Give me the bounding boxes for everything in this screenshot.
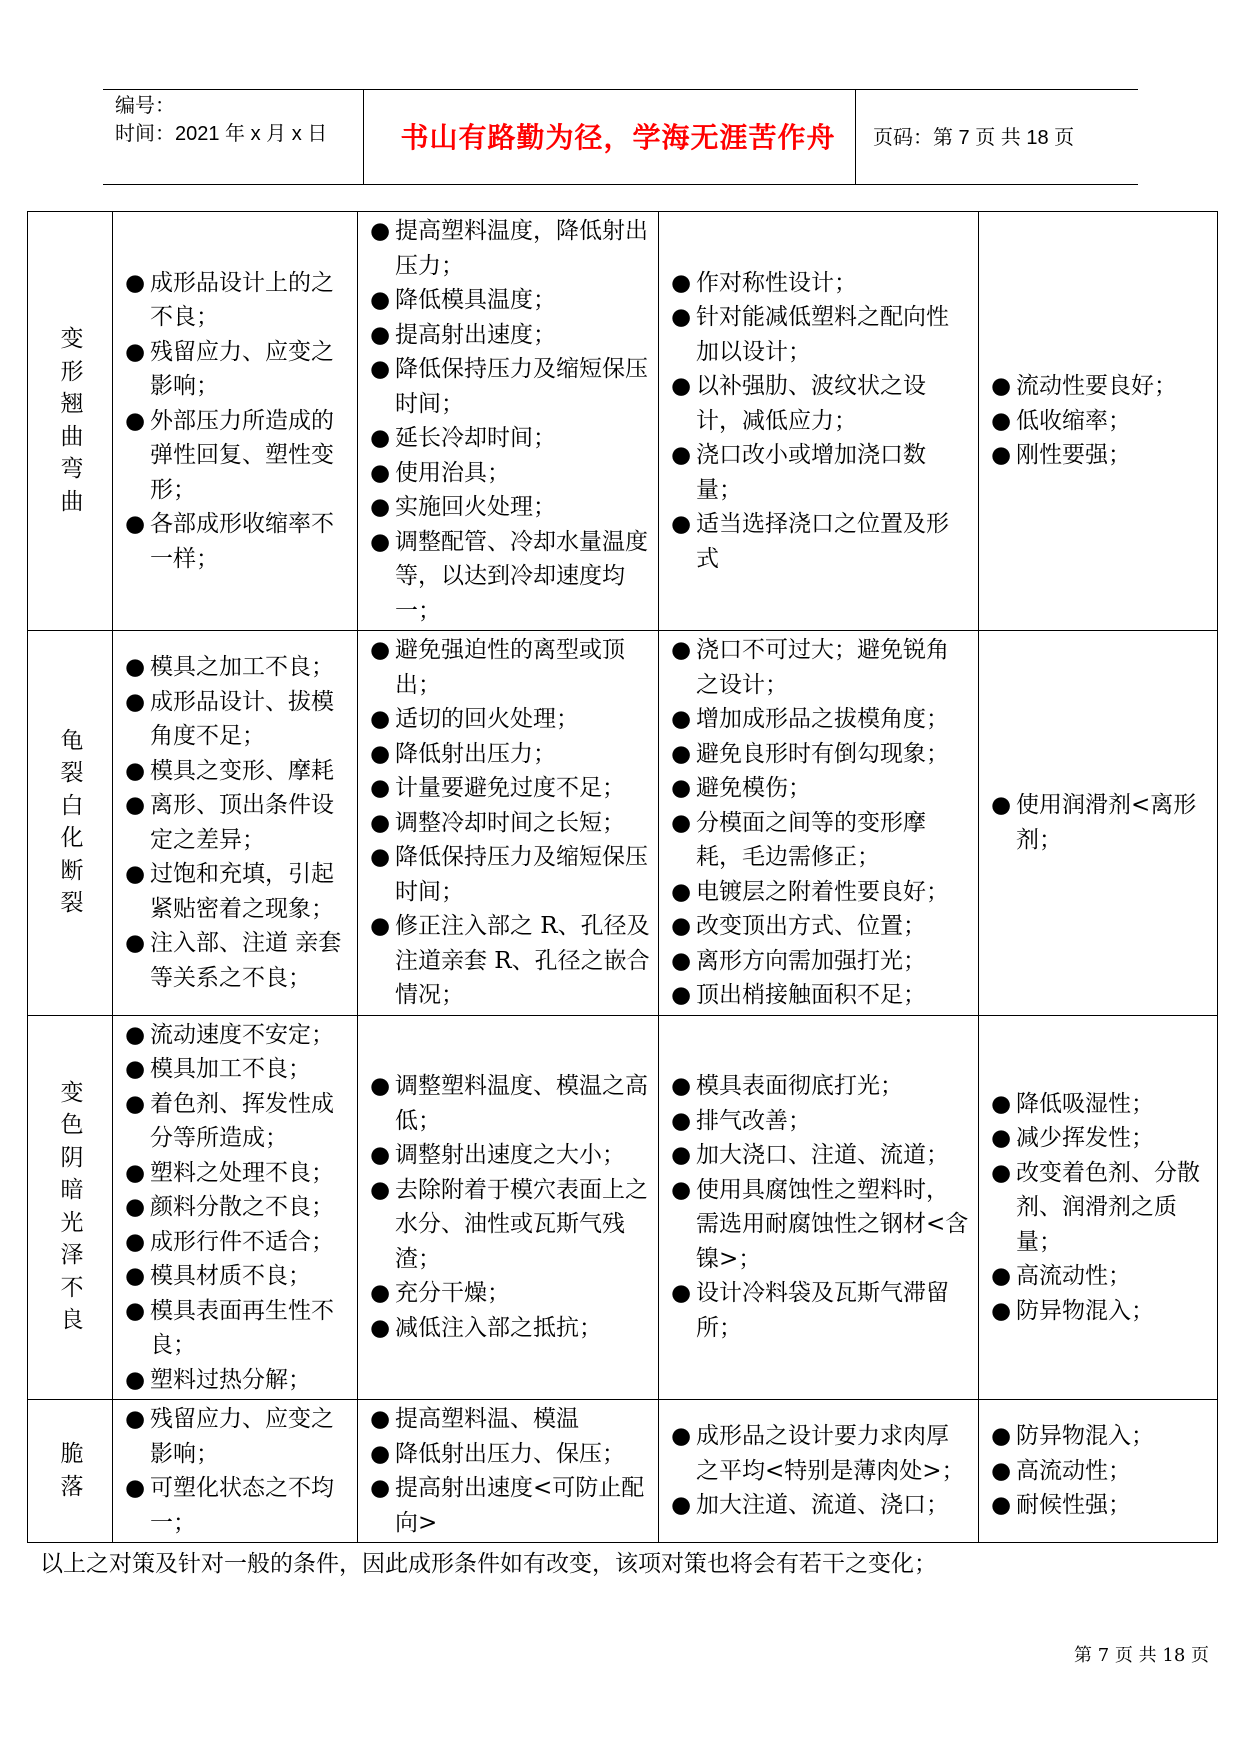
list-item: ● 塑料过热分解； bbox=[125, 1363, 349, 1398]
category-label: 龟裂白化断裂 bbox=[60, 727, 84, 917]
list-item: ● 浇口不可过大；避免锐角之设计； bbox=[671, 633, 970, 702]
bullet-list bbox=[125, 650, 349, 995]
list-item: ● 避免良形时有倒勾现象； bbox=[671, 737, 970, 772]
list-item: ● 避免强迫性的离型或顶出； bbox=[370, 633, 650, 702]
header-divider bbox=[363, 90, 364, 184]
list-item: ● 延长冷却时间； bbox=[370, 421, 650, 456]
list-item: ● 高流动性； bbox=[991, 1454, 1209, 1489]
list-item: ● 模具表面彻底打光； bbox=[671, 1069, 970, 1104]
mold-cell bbox=[659, 212, 979, 631]
list-item: ● 流动速度不安定； bbox=[125, 1018, 349, 1053]
list-item: ● 塑料之处理不良； bbox=[125, 1156, 349, 1191]
header-page-number: 页码：第 7 页 共 18 页 bbox=[873, 127, 1075, 149]
list-item: ● 适切的回火处理； bbox=[370, 702, 650, 737]
mold-cell bbox=[659, 631, 979, 1016]
countermeasure-table bbox=[27, 211, 1218, 1543]
list-item: ● 耐候性强； bbox=[991, 1488, 1209, 1523]
list-item: ● 提高射出速度； bbox=[370, 318, 650, 353]
process-cell bbox=[358, 1400, 659, 1543]
category-cell bbox=[28, 1400, 113, 1543]
material-cell bbox=[979, 1015, 1218, 1400]
list-item: ● 成形行件不适合； bbox=[125, 1225, 349, 1260]
list-item: ● 使用润滑剂<离形剂； bbox=[991, 788, 1209, 857]
list-item: ● 修正注入部之 R、孔径及注道亲套 R、孔径之嵌合情况； bbox=[370, 909, 650, 1013]
causes-cell bbox=[113, 1015, 358, 1400]
list-item: ● 高流动性； bbox=[991, 1259, 1209, 1294]
list-item: ● 浇口改小或增加浇口数量； bbox=[671, 438, 970, 507]
table-row bbox=[28, 631, 1218, 1016]
page-footer: 第 7 页 共 18 页 bbox=[1074, 1645, 1209, 1666]
causes-cell bbox=[113, 1400, 358, 1543]
list-item: ● 成形品设计上的之不良； bbox=[125, 266, 349, 335]
process-cell bbox=[358, 212, 659, 631]
bullet-list bbox=[125, 266, 349, 577]
list-item: ● 充分干燥； bbox=[370, 1276, 650, 1311]
list-item: ● 模具加工不良； bbox=[125, 1052, 349, 1087]
list-item: ● 刚性要强； bbox=[991, 438, 1209, 473]
list-item: ● 排气改善； bbox=[671, 1104, 970, 1139]
list-item: ● 提高塑料温、模温 bbox=[370, 1402, 650, 1437]
list-item: ● 电镀层之附着性要良好； bbox=[671, 875, 970, 910]
table-row bbox=[28, 1400, 1218, 1543]
list-item: ● 调整塑料温度、模温之高低； bbox=[370, 1069, 650, 1138]
list-item: ● 以补强肋、波纹状之设计，减低应力； bbox=[671, 369, 970, 438]
list-item: ● 离形、顶出条件设定之差异； bbox=[125, 788, 349, 857]
list-item: ● 调整配管、冷却水量温度等，以达到冷却速度均一； bbox=[370, 525, 650, 629]
date-label: 时间：2021 年 x 月 x 日 bbox=[115, 123, 328, 145]
list-item: ● 离形方向需加强打光； bbox=[671, 944, 970, 979]
list-item: ● 作对称性设计； bbox=[671, 266, 970, 301]
list-item: ● 设计冷料袋及瓦斯气滞留所； bbox=[671, 1276, 970, 1345]
bullet-list bbox=[991, 369, 1209, 473]
list-item: ● 模具之变形、摩耗 bbox=[125, 754, 349, 789]
material-cell bbox=[979, 631, 1218, 1016]
list-item: ● 实施回火处理； bbox=[370, 490, 650, 525]
causes-cell bbox=[113, 631, 358, 1016]
list-item: ● 防异物混入； bbox=[991, 1294, 1209, 1329]
category-cell bbox=[28, 1015, 113, 1400]
bullet-list bbox=[671, 1419, 970, 1523]
bullet-list bbox=[370, 1402, 650, 1540]
list-item: ● 低收缩率； bbox=[991, 404, 1209, 439]
list-item: ● 顶出梢接触面积不足； bbox=[671, 978, 970, 1013]
category-cell bbox=[28, 631, 113, 1016]
list-item: ● 残留应力、应变之影响； bbox=[125, 1402, 349, 1471]
bullet-list bbox=[370, 633, 650, 1013]
header-motto: 书山有路勤为径，学海无涯苦作舟 bbox=[400, 121, 836, 154]
list-item: ● 成形品设计、拔模角度不足； bbox=[125, 685, 349, 754]
list-item: ● 可塑化状态之不均一； bbox=[125, 1471, 349, 1540]
bullet-list bbox=[991, 1419, 1209, 1523]
list-item: ● 模具之加工不良； bbox=[125, 650, 349, 685]
table-row bbox=[28, 212, 1218, 631]
list-item: ● 避免模伤； bbox=[671, 771, 970, 806]
serial-number-label: 编号： bbox=[115, 95, 175, 117]
list-item: ● 降低射出压力、保压； bbox=[370, 1437, 650, 1472]
bullet-list bbox=[991, 1087, 1209, 1329]
list-item: ● 去除附着于模穴表面上之水分、油性或瓦斯气残渣； bbox=[370, 1173, 650, 1277]
list-item: ● 减低注入部之抵抗； bbox=[370, 1311, 650, 1346]
list-item: ● 加大注道、流道、浇口； bbox=[671, 1488, 970, 1523]
bullet-list bbox=[671, 633, 970, 1013]
header-divider bbox=[855, 90, 856, 184]
list-item: ● 过饱和充填，引起紧贴密着之现象； bbox=[125, 857, 349, 926]
bullet-list bbox=[125, 1018, 349, 1398]
header-info bbox=[115, 92, 327, 148]
bullet-list bbox=[370, 214, 650, 628]
list-item: ● 残留应力、应变之影响； bbox=[125, 335, 349, 404]
list-item: ● 着色剂、挥发性成分等所造成； bbox=[125, 1087, 349, 1156]
category-cell bbox=[28, 212, 113, 631]
list-item: ● 增加成形品之拔模角度； bbox=[671, 702, 970, 737]
list-item: ● 改变着色剂、分散剂、润滑剂之质量； bbox=[991, 1156, 1209, 1260]
bullet-list bbox=[671, 266, 970, 577]
list-item: ● 防异物混入； bbox=[991, 1419, 1209, 1454]
list-item: ● 调整射出速度之大小； bbox=[370, 1138, 650, 1173]
list-item: ● 成形品之设计要力求肉厚之平均<特别是薄肉处>； bbox=[671, 1419, 970, 1488]
process-cell bbox=[358, 1015, 659, 1400]
causes-cell bbox=[113, 212, 358, 631]
list-item: ● 使用治具； bbox=[370, 456, 650, 491]
bullet-list bbox=[125, 1402, 349, 1540]
list-item: ● 颜料分散之不良； bbox=[125, 1190, 349, 1225]
list-item: ● 模具表面再生性不良； bbox=[125, 1294, 349, 1363]
mold-cell bbox=[659, 1015, 979, 1400]
table-row bbox=[28, 1015, 1218, 1400]
material-cell bbox=[979, 212, 1218, 631]
mold-cell bbox=[659, 1400, 979, 1543]
category-label: 变色阴暗光泽不良 bbox=[60, 1079, 84, 1334]
process-cell bbox=[358, 631, 659, 1016]
list-item: ● 降低保持压力及缩短保压时间； bbox=[370, 352, 650, 421]
list-item: ● 模具材质不良； bbox=[125, 1259, 349, 1294]
bullet-list bbox=[991, 788, 1209, 857]
list-item: ● 各部成形收缩率不一样； bbox=[125, 507, 349, 576]
list-item: ● 注入部、注道 亲套等关系之不良； bbox=[125, 926, 349, 995]
list-item: ● 调整冷却时间之长短； bbox=[370, 806, 650, 841]
bullet-list bbox=[671, 1069, 970, 1345]
page-header bbox=[103, 89, 1138, 185]
list-item: ● 提高塑料温度，降低射出压力； bbox=[370, 214, 650, 283]
list-item: ● 分模面之间等的变形摩耗，毛边需修正； bbox=[671, 806, 970, 875]
list-item: ● 针对能减低塑料之配向性加以设计； bbox=[671, 300, 970, 369]
category-label: 变形翘曲弯曲 bbox=[60, 326, 84, 515]
list-item: ● 降低模具温度； bbox=[370, 283, 650, 318]
list-item: ● 计量要避免过度不足； bbox=[370, 771, 650, 806]
list-item: ● 提高射出速度<可防止配向> bbox=[370, 1471, 650, 1540]
list-item: ● 加大浇口、注道、流道； bbox=[671, 1138, 970, 1173]
list-item: ● 降低射出压力； bbox=[370, 737, 650, 772]
table-body bbox=[28, 212, 1218, 1543]
list-item: ● 适当选择浇口之位置及形式 bbox=[671, 507, 970, 576]
material-cell bbox=[979, 1400, 1218, 1543]
category-label: 脆落 bbox=[60, 1441, 84, 1500]
list-item: ● 改变顶出方式、位置； bbox=[671, 909, 970, 944]
list-item: ● 外部压力所造成的弹性回复、塑性变形； bbox=[125, 404, 349, 508]
bullet-list bbox=[370, 1069, 650, 1345]
list-item: ● 降低保持压力及缩短保压时间； bbox=[370, 840, 650, 909]
list-item: ● 使用具腐蚀性之塑料时，需选用耐腐蚀性之钢材<含镍>； bbox=[671, 1173, 970, 1277]
list-item: ● 降低吸湿性； bbox=[991, 1087, 1209, 1122]
list-item: ● 流动性要良好； bbox=[991, 369, 1209, 404]
list-item: ● 减少挥发性； bbox=[991, 1121, 1209, 1156]
table-footnote: 以上之对策及针对一般的条件，因此成形条件如有改变，该项对策也将会有若干之变化； bbox=[40, 1551, 937, 1577]
